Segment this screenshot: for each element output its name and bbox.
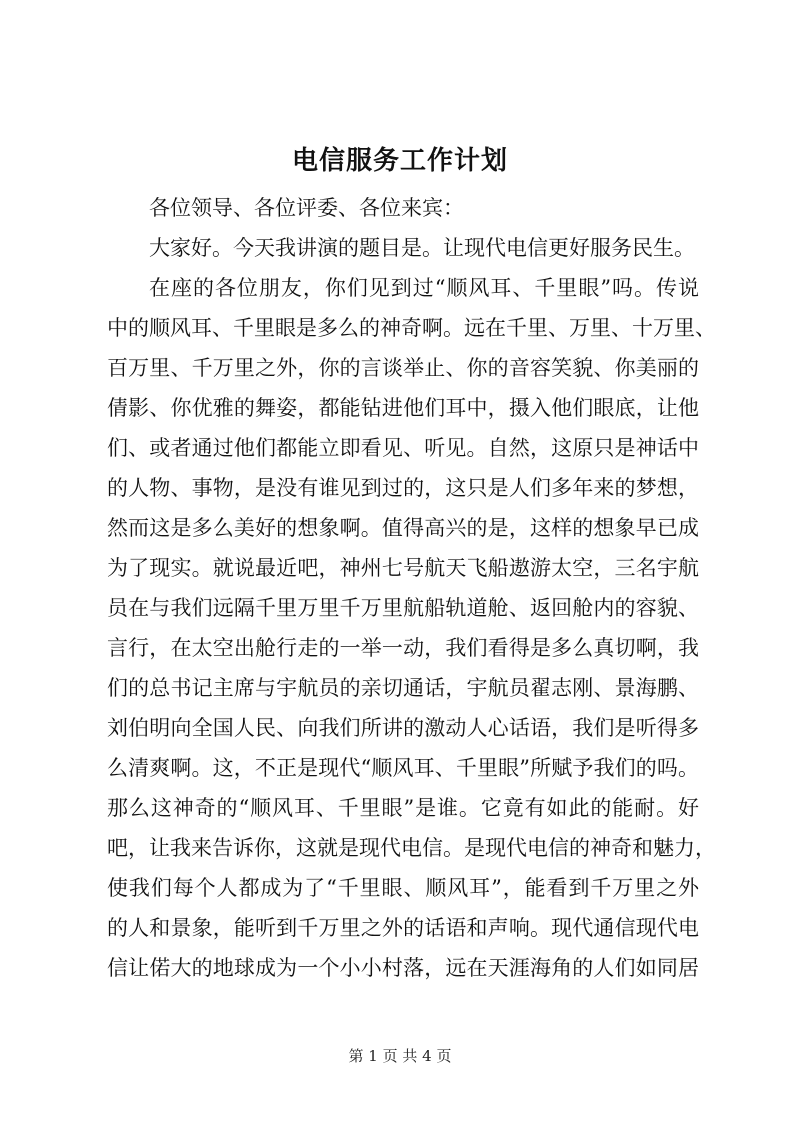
paragraph-line: 的人和景象，能听到千万里之外的话语和声响。现代通信现代电 <box>107 916 699 940</box>
paragraph-line: 使我们每个人都成为了“千里眼、顺风耳”，能看到千万里之外 <box>107 876 699 900</box>
document-body <box>107 188 716 988</box>
paragraph-line: 吧，让我来告诉你，这就是现代电信。是现代电信的神奇和魅力， <box>107 836 716 860</box>
document-title: 电信服务工作计划 <box>291 146 508 176</box>
paragraph-line: 那么这神奇的“顺风耳、千里眼”是谁。它竟有如此的能耐。好 <box>107 796 699 820</box>
page-footer: 第 1 页 共 4 页 <box>348 1047 452 1065</box>
paragraph-line: 各位领导、各位评委、各位来宾： <box>149 196 464 220</box>
paragraph-line: 然而这是多么美好的想象啊。值得高兴的是，这样的想象早已成 <box>107 516 699 540</box>
paragraph-line: 百万里、千万里之外，你的言谈举止、你的音容笑貌、你美丽的 <box>107 356 699 380</box>
paragraph-line: 言行，在太空出舱行走的一举一动，我们看得是多么真切啊，我 <box>107 636 699 660</box>
paragraph-line: 中的顺风耳、千里眼是多么的神奇啊。远在千里、万里、十万里、 <box>107 316 716 340</box>
paragraph-line: 们、或者通过他们都能立即看见、听见。自然，这原只是神话中 <box>107 436 699 460</box>
paragraph-line: 大家好。今天我讲演的题目是。让现代电信更好服务民生。 <box>149 236 695 260</box>
paragraph-line: 的人物、事物，是没有谁见到过的，这只是人们多年来的梦想， <box>107 476 699 500</box>
paragraph-line: 在座的各位朋友，你们见到过“顺风耳、千里眼”吗。传说 <box>149 276 699 300</box>
paragraph-line: 为了现实。就说最近吧，神州七号航天飞船遨游太空，三名宇航 <box>107 556 699 580</box>
paragraph-line: 倩影、你优雅的舞姿，都能钻进他们耳中，摄入他们眼底，让他 <box>107 396 699 420</box>
paragraph-line: 刘伯明向全国人民、向我们所讲的激动人心话语，我们是听得多 <box>107 716 699 740</box>
paragraph-line: 么清爽啊。这，不正是现代“顺风耳、千里眼”所赋予我们的吗。 <box>107 756 699 780</box>
paragraph-line: 们的总书记主席与宇航员的亲切通话，宇航员翟志刚、景海鹏、 <box>107 676 699 700</box>
paragraph-line: 信让偌大的地球成为一个小小村落，远在天涯海角的人们如同居 <box>107 956 699 980</box>
paragraph-line: 员在与我们远隔千里万里千万里航船轨道舱、返回舱内的容貌、 <box>107 596 699 620</box>
